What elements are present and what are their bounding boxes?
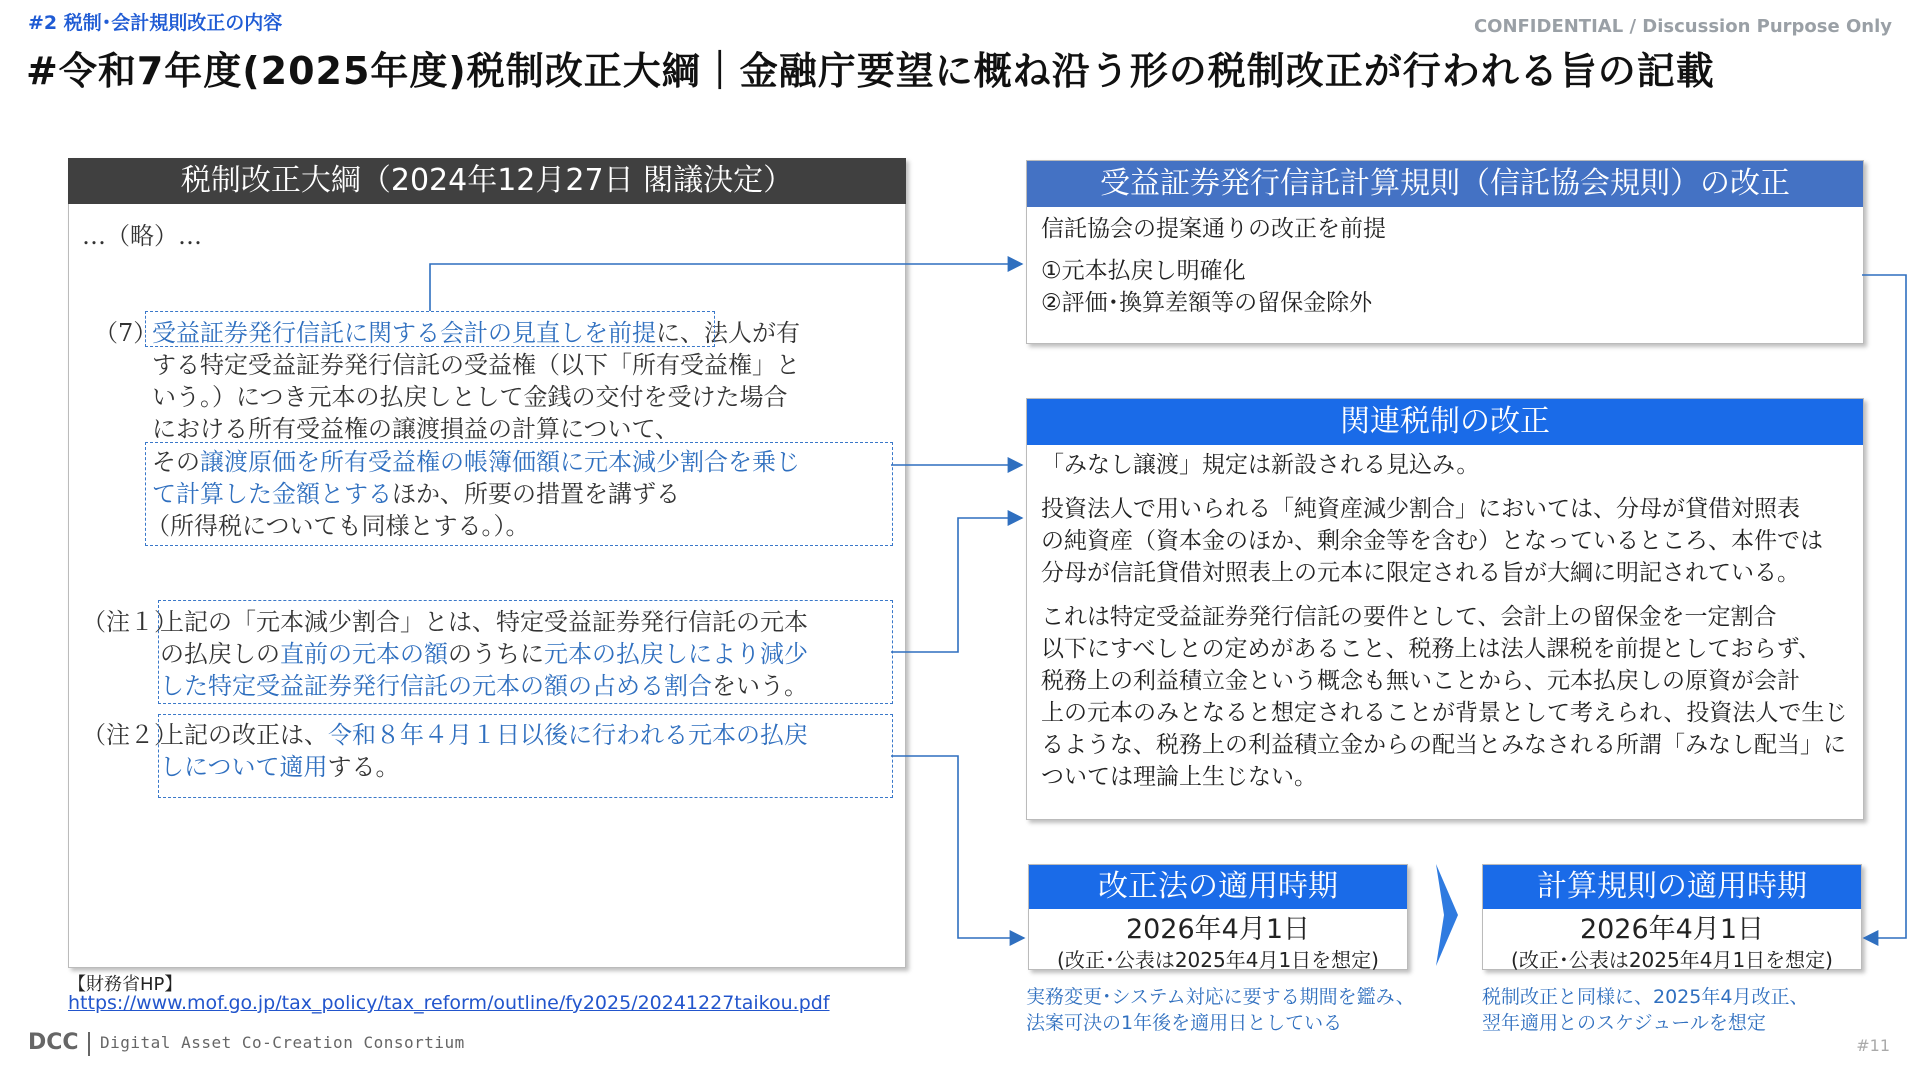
- arrow-note2-to-law-date: [891, 756, 1024, 938]
- rule-effective-date: 2026年4月1日: [1579, 914, 1765, 945]
- source-label: 【財務省HP】: [68, 974, 183, 995]
- related-tax-header: 関連税制の改正: [1027, 399, 1863, 445]
- logo-subtitle: Digital Asset Co-Creation Consortium: [100, 1033, 465, 1052]
- arrow-trust-rule-to-rule-date: [1862, 275, 1906, 938]
- rule-effective-date-note: (改正･公表は2025年4月1日を想定): [1511, 948, 1833, 972]
- note2-line1: 上記の改正は、令和８年４月１日以後に行われる元本の払戻: [160, 721, 808, 749]
- item7-line1: 受益証券発行信託に関する会計の見直しを前提に、法人が有: [152, 319, 800, 347]
- item7-line3: いう。）につき元本の払戻しとして金銭の交付を受けた場合: [152, 383, 788, 411]
- source-link[interactable]: https://www.mof.go.jp/tax_policy/tax_reform/outline/fy2025/20241227taikou.pdf: [68, 992, 830, 1014]
- law-effective-date-note: (改正･公表は2025年4月1日を想定): [1057, 948, 1379, 972]
- arrow-premise-to-trust-rule: [430, 264, 1022, 311]
- note2-line2: しについて適用する。: [160, 753, 400, 781]
- law-effective-date-header: 改正法の適用時期: [1029, 865, 1407, 909]
- item7-line5: その譲渡原価を所有受益権の帳簿価額に元本減少割合を乗じ: [152, 448, 800, 476]
- logo-divider: [88, 1032, 90, 1056]
- dcc-logo: DCC: [28, 1030, 79, 1055]
- tax-reform-outline-header: 税制改正大綱（2024年12月27日 閣議決定）: [68, 158, 906, 204]
- note1-number: （注１）: [82, 608, 178, 636]
- item7-highlight-premise: 受益証券発行信託に関する会計の見直しを前提: [152, 319, 656, 347]
- law-effective-caption: 実務変更･システム対応に要する期間を鑑み、 法案可決の1年後を適用日としている: [1026, 986, 1415, 1034]
- item7-line4: における所有受益権の譲渡損益の計算について、: [152, 415, 680, 443]
- related-tax-p2: 投資法人で用いられる「純資産減少割合」においては、分母が貸借対照表 の純資産（資本金のほか、剰余金等を含む）となっているところ、本件では 分母が信託貸借対照表上の元本に限定される旨が大綱に明記されている。: [1041, 496, 1823, 586]
- section-label: #2 税制･会計規則改正の内容: [28, 12, 283, 34]
- rule-effective-caption: 税制改正と同様に、2025年4月改正、 翌年適用とのスケジュールを想定: [1482, 986, 1809, 1034]
- arrow-note1-to-related-tax: [891, 518, 1022, 652]
- note2-number: （注２）: [82, 721, 178, 749]
- note1-line1: 上記の「元本減少割合」とは、特定受益証券発行信託の元本: [160, 608, 808, 636]
- trust-rule-line1: 信託協会の提案通りの改正を前提: [1041, 216, 1386, 242]
- page-number: #11: [1856, 1036, 1890, 1055]
- note1-line2: の払戻しの直前の元本の額のうちに元本の払戻しにより減少: [160, 640, 808, 668]
- confidential-label: CONFIDENTIAL / Discussion Purpose Only: [1473, 16, 1892, 37]
- omitted-text: …（略）…: [82, 222, 202, 250]
- trust-rule-line3: ②評価･換算差額等の留保金除外: [1041, 290, 1373, 316]
- related-tax-p1: 「みなし譲渡」規定は新設される見込み。: [1041, 452, 1480, 478]
- trust-rule-line2: ①元本払戻し明確化: [1041, 258, 1246, 284]
- related-tax-p3: これは特定受益証券発行信託の要件として、会計上の留保金を一定割合 以下にすべしとの定めがあること、税務上は法人課税を前提としておらず、 税務上の利益積立金という概念も無いことから、元本払戻しの原資が会計 上の元本のみとなると想定されることが背景として考えられ、投資法人で生じ るような、税務上の利益積立金からの配当とみなされる所謂「みなし配当」に ついては理論上生じない。: [1041, 604, 1848, 790]
- item7-line2: する特定受益証券発行信託の受益権（以下「所有受益権」と: [152, 351, 800, 379]
- trust-rule-header: 受益証券発行信託計算規則（信託協会規則）の改正: [1027, 161, 1863, 207]
- rule-effective-date-header: 計算規則の適用時期: [1483, 865, 1861, 909]
- law-effective-date: 2026年4月1日: [1125, 914, 1311, 945]
- item7-line6: て計算した金額とするほか、所要の措置を講ずる: [152, 480, 680, 508]
- item7-line7: （所得税についても同様とする。）。: [146, 512, 530, 540]
- page-title: #令和7年度(2025年度)税制改正大綱｜金融庁要望に概ね沿う形の税制改正が行われる旨の記載: [26, 49, 1715, 93]
- note1-line3: した特定受益証券発行信託の元本の額の占める割合をいう。: [160, 672, 808, 700]
- item7-number: （7）: [94, 319, 158, 347]
